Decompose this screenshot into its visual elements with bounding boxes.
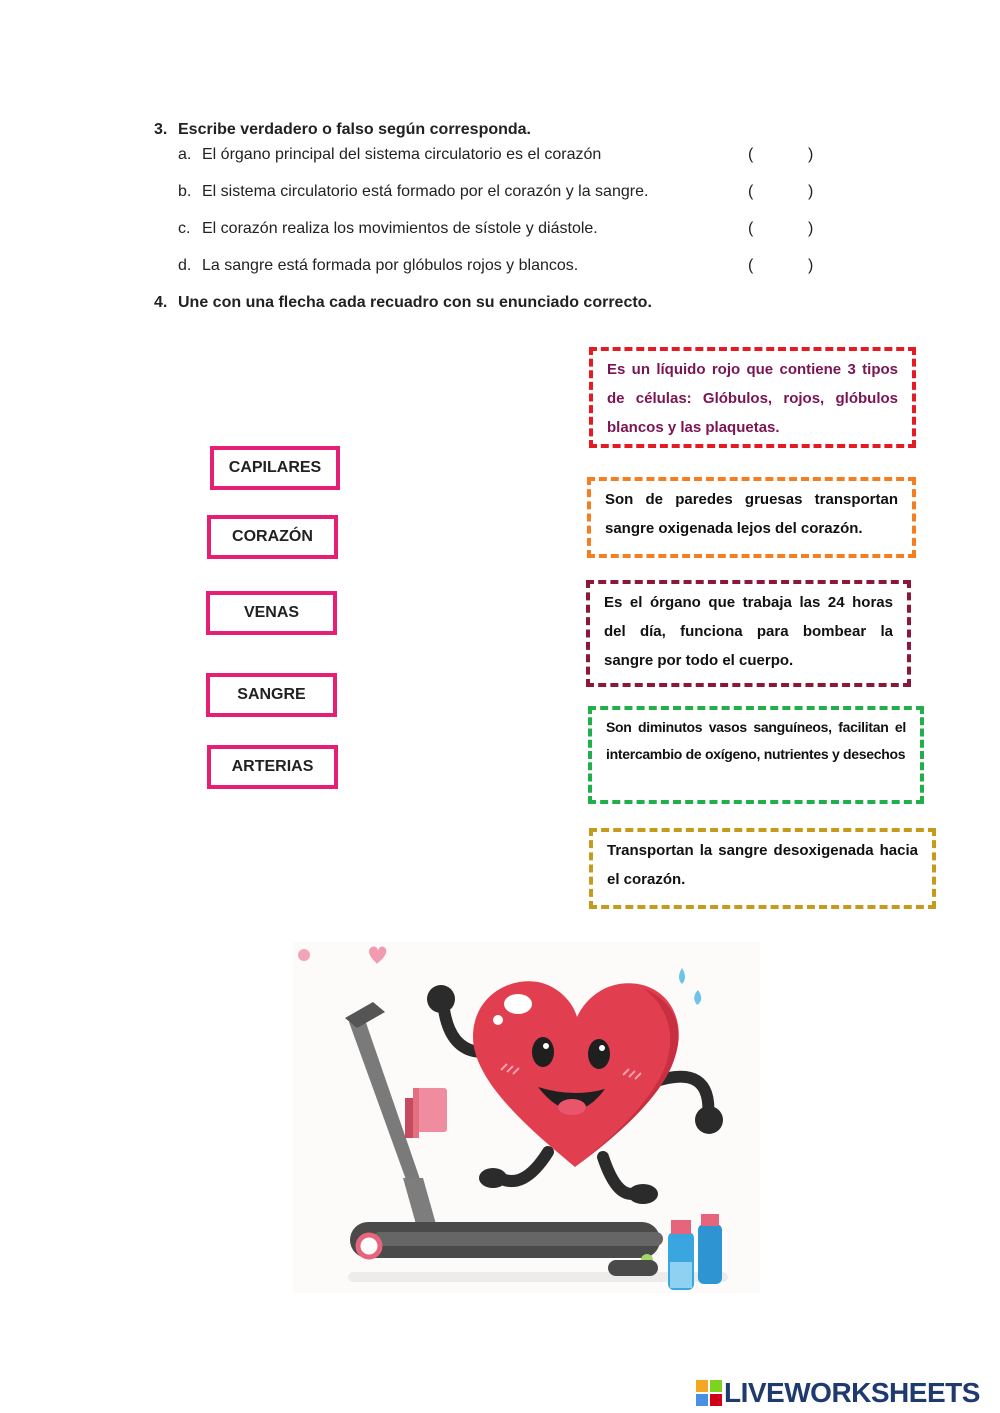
liveworksheets-logo (696, 1376, 996, 1410)
definition-box-arterias[interactable]: Son de paredes gruesas transportan sangre oxigenada lejos del corazón. (587, 477, 916, 558)
liveworksheets-logo-icon (696, 1380, 722, 1406)
tf-item-c (178, 220, 818, 242)
question-3-number: 3. (154, 121, 168, 138)
tf-item-letter: d. (178, 257, 192, 274)
word-box-sangre[interactable]: SANGRE (206, 673, 337, 717)
tf-item-text: La sangre está formada por glóbulos rojos y blancos. (202, 257, 579, 274)
tf-item-text: El órgano principal del sistema circulatorio es el corazón (202, 146, 602, 163)
question-4-title (154, 294, 652, 312)
question-4-number: 4. (154, 294, 168, 311)
tf-item-d (178, 257, 818, 279)
tf-item-letter: a. (178, 146, 192, 163)
answer-paren-open[interactable]: ( (748, 183, 754, 200)
word-box-corazon[interactable]: CORAZÓN (207, 515, 338, 559)
definition-box-sangre[interactable]: Es un líquido rojo que contiene 3 tipos de células: Glóbulos, rojos, glóbulos blancos y las plaquetas. (589, 347, 916, 448)
tf-item-text: El sistema circulatorio está formado por el corazón y la sangre. (202, 183, 649, 200)
word-box-capilares[interactable]: CAPILARES (210, 446, 340, 490)
answer-paren-open[interactable]: ( (748, 220, 754, 237)
definition-box-venas[interactable]: Transportan la sangre desoxigenada hacia el corazón. (589, 828, 936, 909)
answer-paren-close[interactable]: ) (808, 220, 814, 237)
definition-box-capilares[interactable]: Son diminutos vasos sanguíneos, facilitan el intercambio de oxígeno, nutrientes y desechos (588, 706, 924, 804)
answer-paren-open[interactable]: ( (748, 146, 754, 163)
word-box-venas[interactable]: VENAS (206, 591, 337, 635)
answer-paren-close[interactable]: ) (808, 146, 814, 163)
heart-treadmill-drawing (293, 942, 760, 1293)
answer-paren-open[interactable]: ( (748, 257, 754, 274)
word-box-arterias[interactable]: ARTERIAS (207, 745, 338, 789)
question-3-text: Escribe verdadero o falso según corresponda. (178, 121, 531, 138)
liveworksheets-brand-text: LIVEWORKSHEETS (724, 1377, 980, 1408)
heart-treadmill-illustration (293, 942, 760, 1293)
question-4-text: Une con una flecha cada recuadro con su enunciado correcto. (178, 294, 652, 311)
tf-item-a (178, 146, 818, 168)
tf-item-letter: c. (178, 220, 191, 237)
tf-item-letter: b. (178, 183, 192, 200)
question-3-title (154, 121, 531, 139)
answer-paren-close[interactable]: ) (808, 257, 814, 274)
definition-box-corazon[interactable]: Es el órgano que trabaja las 24 horas del día, funciona para bombear la sangre por todo el cuerpo. (586, 580, 911, 687)
tf-item-b (178, 183, 818, 205)
tf-item-text: El corazón realiza los movimientos de sístole y diástole. (202, 220, 598, 237)
answer-paren-close[interactable]: ) (808, 183, 814, 200)
